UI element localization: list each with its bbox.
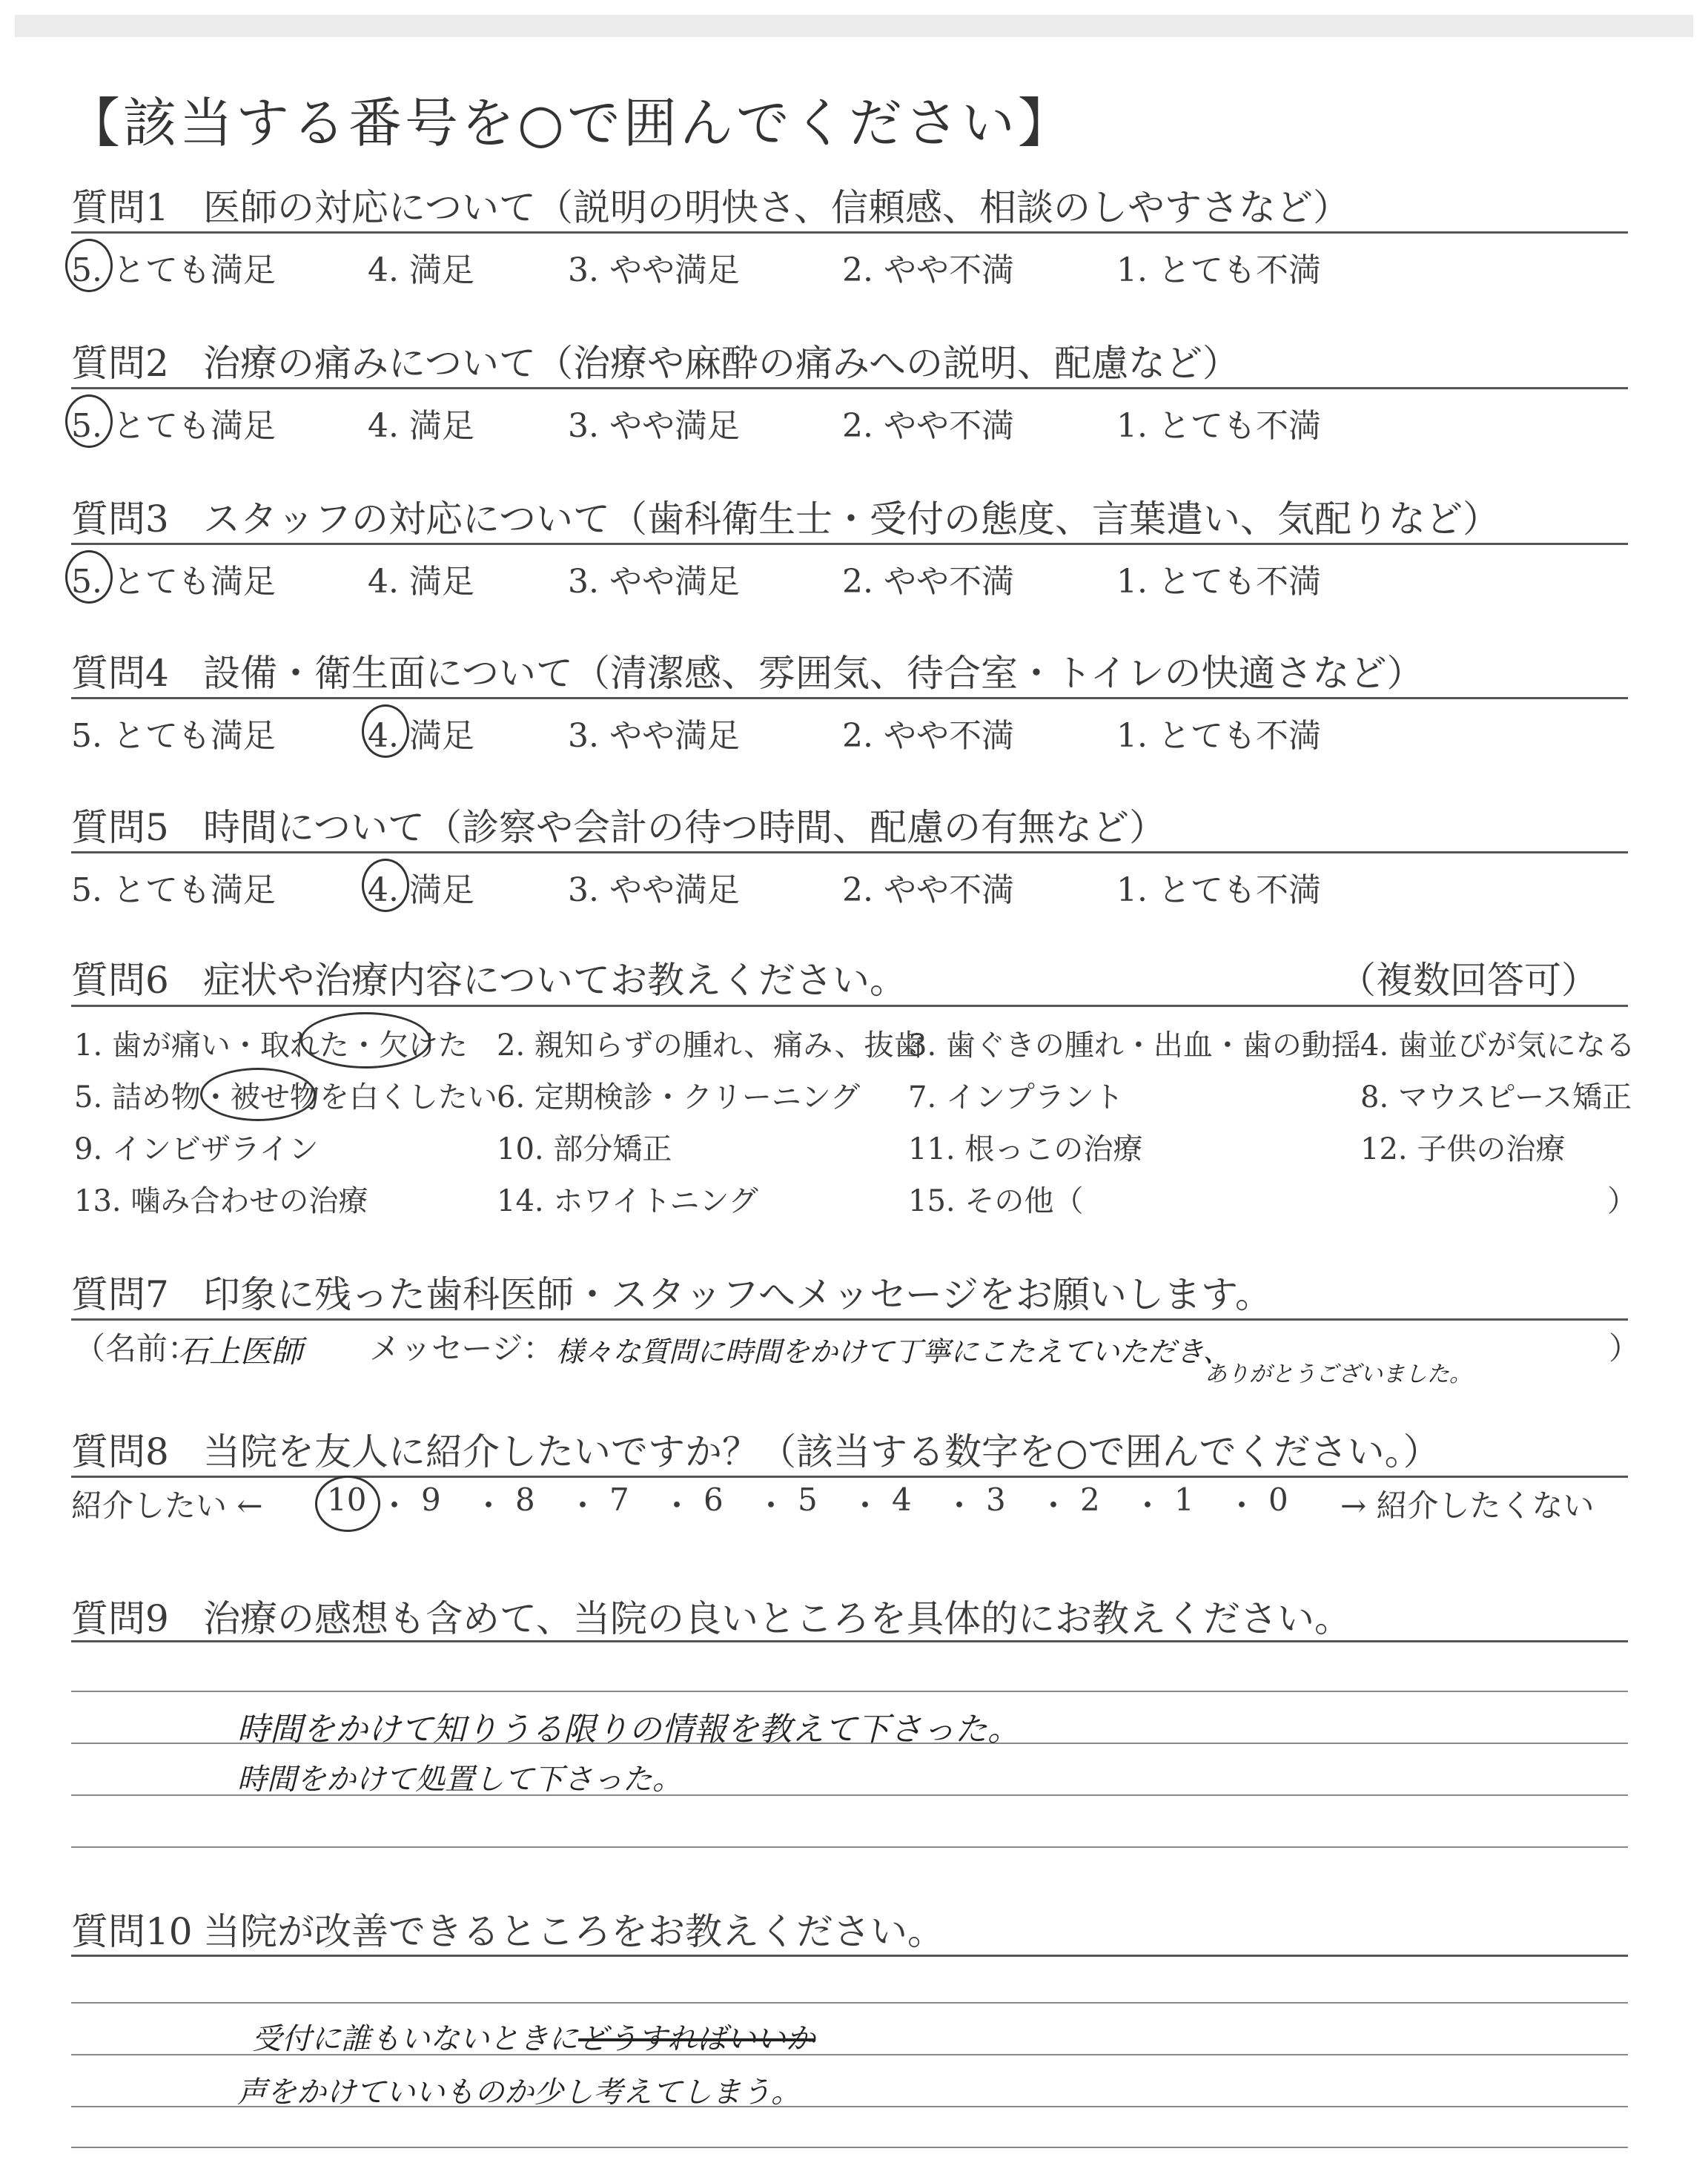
- q9-answer-text-2: 時間をかけて処置して下さった。: [237, 1763, 682, 1797]
- q10-answer-text-2: 声をかけていいものか少し考えてしまう。: [237, 2075, 801, 2110]
- q6-item-9[interactable]: 9. インビザライン: [74, 1132, 319, 1166]
- q6-item-3[interactable]: 3. 歯ぐきの腫れ・出血・歯の動揺: [908, 1028, 1361, 1063]
- q6-rule: [71, 1005, 1628, 1007]
- q6-note: （複数回答可）: [1339, 959, 1598, 1002]
- q7-number: 質問7: [71, 1273, 169, 1316]
- q10-rule: [71, 1955, 1628, 1957]
- q8-scale-dot: ・: [1038, 1487, 1070, 1524]
- q6-item-4[interactable]: 4. 歯並びが気になる: [1360, 1028, 1635, 1063]
- q6-item-2[interactable]: 2. 親知らずの腫れ、痛み、抜歯: [497, 1028, 924, 1063]
- q8-right-label: → 紹介したくない: [1340, 1487, 1595, 1524]
- q6-item-5[interactable]: 5. 詰め物・被せ物を白くしたい: [74, 1080, 497, 1114]
- q2-option-3[interactable]: 3. やや満足: [568, 407, 740, 445]
- q8-scale-dot: ・: [567, 1487, 599, 1524]
- q8-scale-dot: ・: [850, 1487, 881, 1524]
- q4-number: 質問4: [71, 652, 169, 695]
- q6-item-8[interactable]: 8. マウスピース矯正: [1360, 1080, 1632, 1114]
- q6-text: 症状や治療内容についてお教えください。: [203, 959, 907, 1002]
- q3-option-1[interactable]: 1. とても不満: [1116, 563, 1321, 601]
- q5-options: [71, 863, 1628, 908]
- q6-item-14[interactable]: 14. ホワイトニング: [497, 1184, 758, 1218]
- q6-item-1[interactable]: 1. 歯が痛い・取れた・欠けた: [74, 1028, 468, 1063]
- q6-number: 質問6: [71, 959, 169, 1002]
- q8-scale-7[interactable]: 7: [609, 1482, 629, 1518]
- q5-option-2[interactable]: 2. やや不満: [842, 871, 1014, 909]
- q8-number: 質問8: [71, 1430, 169, 1473]
- q6-circle-item5: [200, 1068, 316, 1121]
- q5-option-3[interactable]: 3. やや満足: [568, 871, 740, 909]
- q4-rule: [71, 697, 1628, 699]
- q8-scale-6[interactable]: 6: [704, 1482, 724, 1518]
- q1-options: [71, 243, 1628, 288]
- q2-text: 治療の痛みについて（治療や麻酔の痛みへの説明、配慮など）: [203, 342, 1239, 385]
- q7-rule: [71, 1318, 1628, 1321]
- form-header: 【該当する番号を○で囲んでください】: [67, 92, 1074, 154]
- q8-scale-dot: ・: [473, 1487, 505, 1524]
- q8-scale-2[interactable]: 2: [1080, 1482, 1100, 1518]
- q10-answer-line: [71, 2002, 1628, 2004]
- q5-heading: [71, 798, 1628, 851]
- q2-option-5[interactable]: 5. とても満足: [71, 407, 276, 445]
- q4-option-4[interactable]: 4. 満足: [368, 717, 474, 755]
- q3-option-4[interactable]: 4. 満足: [368, 563, 474, 601]
- q8-scale-5[interactable]: 5: [798, 1482, 818, 1518]
- q8-scale-dot: ・: [661, 1487, 693, 1524]
- q10-heading: [71, 1902, 1628, 1955]
- q1-option-2[interactable]: 2. やや不満: [842, 251, 1014, 289]
- q4-option-1[interactable]: 1. とても不満: [1116, 717, 1321, 755]
- q10-number: 質問10: [71, 1910, 193, 1953]
- q8-scale-0[interactable]: 0: [1268, 1482, 1288, 1518]
- q3-rule: [71, 543, 1628, 545]
- q5-option-5[interactable]: 5. とても満足: [71, 871, 276, 909]
- q8-scale-8[interactable]: 8: [515, 1482, 535, 1518]
- q8-scale-dot: ・: [1132, 1487, 1164, 1524]
- q1-text: 医師の対応について（説明の明快さ、信頼感、相談のしやすさなど）: [203, 186, 1350, 229]
- q8-scale-dot: ・: [1226, 1487, 1258, 1524]
- q10-answer-text-1: [252, 2015, 815, 2058]
- q4-answer-circle: [362, 704, 409, 758]
- q2-option-1[interactable]: 1. とても不満: [1116, 407, 1321, 445]
- q3-option-5[interactable]: 5. とても満足: [71, 563, 276, 601]
- q5-text: 時間について（診察や会計の待つ時間、配慮の有無など）: [203, 806, 1166, 849]
- q1-number: 質問1: [71, 186, 169, 229]
- q6-item-13[interactable]: 13. 噛み合わせの治療: [74, 1184, 368, 1218]
- q2-options: [71, 399, 1628, 443]
- q6-heading: [71, 951, 1628, 1004]
- q4-text: 設備・衛生面について（清潔感、雰囲気、待合室・トイレの快適さなど）: [203, 652, 1424, 695]
- q2-answer-circle: [65, 394, 113, 448]
- q8-scale-1[interactable]: 1: [1174, 1482, 1194, 1518]
- q3-options: [71, 555, 1628, 599]
- q8-scale-10[interactable]: 10: [327, 1482, 367, 1518]
- q7-message-label: メッセージ：: [369, 1330, 555, 1367]
- q1-heading: [71, 178, 1628, 231]
- q7-name-label: （名前：: [74, 1330, 199, 1367]
- q2-rule: [71, 387, 1628, 389]
- q8-heading: [71, 1422, 1628, 1476]
- scan-top-edge: [15, 15, 1693, 37]
- q4-option-5[interactable]: 5. とても満足: [71, 717, 276, 755]
- q3-text: スタッフの対応について（歯科衛生士・受付の態度、言葉遣い、気配りなど）: [203, 498, 1500, 541]
- q9-answer-line: [71, 1846, 1628, 1848]
- q1-option-3[interactable]: 3. やや満足: [568, 251, 740, 289]
- q5-option-1[interactable]: 1. とても不満: [1116, 871, 1321, 909]
- q8-scale-4[interactable]: 4: [892, 1482, 912, 1518]
- q1-option-4[interactable]: 4. 満足: [368, 251, 474, 289]
- q4-heading: [71, 644, 1628, 697]
- q8-scale-9[interactable]: 9: [421, 1482, 441, 1518]
- q6-item-12[interactable]: 12. 子供の治療: [1360, 1132, 1566, 1166]
- q10-answer-line: [71, 2147, 1628, 2148]
- q1-answer-circle: [65, 239, 113, 292]
- q3-option-3[interactable]: 3. やや満足: [568, 563, 740, 601]
- q3-number: 質問3: [71, 498, 169, 541]
- q9-text: 治療の感想も含めて、当院の良いところを具体的にお教えください。: [203, 1597, 1351, 1640]
- q2-number: 質問2: [71, 342, 169, 385]
- q3-option-2[interactable]: 2. やや不満: [842, 563, 1014, 601]
- q7-message-line2: ありがとうございました。: [1205, 1361, 1472, 1387]
- q9-answer-text-1: 時間をかけて知りうる限りの情報を教えて下さった。: [237, 1711, 1020, 1748]
- q6-item-16[interactable]: ）: [1607, 1184, 1637, 1218]
- q2-option-4[interactable]: 4. 満足: [368, 407, 474, 445]
- q1-rule: [71, 231, 1628, 234]
- q8-left-label: 紹介したい ←: [71, 1487, 263, 1524]
- q6-circle-item1: [300, 1012, 431, 1069]
- q3-heading: [71, 489, 1628, 543]
- q8-scale-dot: ・: [944, 1487, 976, 1524]
- q7-name-value: 石上医師: [178, 1333, 303, 1370]
- q8-text: 当院を友人に紹介したいですか？（該当する数字を○で囲んでください。）: [203, 1430, 1440, 1473]
- q6-item-11[interactable]: 11. 根っこの治療: [908, 1132, 1143, 1166]
- q5-answer-circle: [362, 859, 409, 912]
- q9-heading: [71, 1589, 1628, 1642]
- q6-item-7[interactable]: 7. インプラント: [908, 1080, 1124, 1114]
- q8-scale-dot: ・: [379, 1487, 411, 1524]
- q8-rule: [71, 1476, 1628, 1478]
- q9-answer-line: [71, 1691, 1628, 1692]
- q5-option-4[interactable]: 4. 満足: [368, 871, 474, 909]
- q9-rule: [71, 1640, 1628, 1642]
- q7-text: 印象に残った歯科医師・スタッフへメッセージをお願いします。: [203, 1273, 1272, 1316]
- q1-option-5[interactable]: 5. とても満足: [71, 251, 276, 289]
- q4-option-3[interactable]: 3. やや満足: [568, 717, 740, 755]
- q2-heading: [71, 334, 1628, 387]
- q4-options: [71, 709, 1628, 753]
- q10-text: 当院が改善できるところをお教えください。: [203, 1910, 944, 1953]
- q8-scale-dot: ・: [755, 1487, 787, 1524]
- q1-option-1[interactable]: 1. とても不満: [1116, 251, 1321, 289]
- q7-heading: [71, 1265, 1628, 1318]
- q8-answer-circle: [315, 1476, 380, 1532]
- q7-close-paren: ）: [1609, 1330, 1641, 1367]
- q2-option-2[interactable]: 2. やや不満: [842, 407, 1014, 445]
- q5-number: 質問5: [71, 806, 169, 849]
- q10-answer-text-1a: 受付に誰もいないときに: [252, 2022, 578, 2056]
- q10-answer-struck-text: どうすればいいか: [578, 2022, 815, 2056]
- q7-message-line1: 様々な質問に時間をかけて丁寧にこたえていただき、: [556, 1335, 1231, 1368]
- q3-answer-circle: [65, 550, 113, 604]
- q9-number: 質問9: [71, 1597, 169, 1640]
- q4-option-2[interactable]: 2. やや不満: [842, 717, 1014, 755]
- q6-item-10[interactable]: 10. 部分矯正: [497, 1132, 672, 1166]
- q8-scale-3[interactable]: 3: [986, 1482, 1006, 1518]
- q6-item-6[interactable]: 6. 定期検診・クリーニング: [497, 1080, 861, 1114]
- q8-scale: [71, 1482, 1628, 1526]
- q6-item-15[interactable]: 15. その他（: [908, 1184, 1084, 1218]
- q5-rule: [71, 851, 1628, 853]
